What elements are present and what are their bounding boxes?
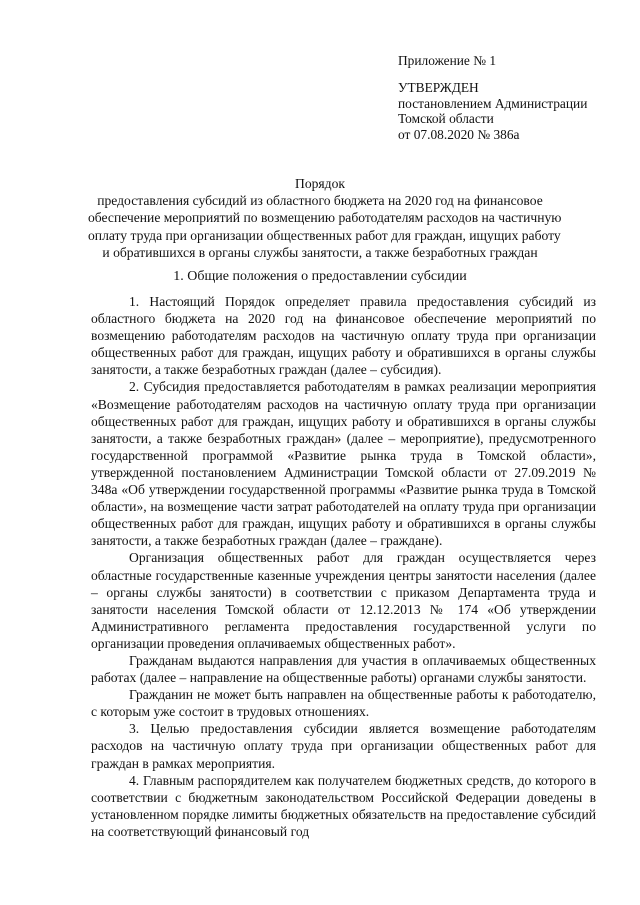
approval-line-3: от 07.08.2020 № 386а [398, 126, 520, 142]
document-title [88, 175, 562, 261]
approval-line-2: Томской области [398, 111, 494, 127]
paragraph-1: 1. Настоящий Порядок определяет правила предоставления субсидий из областного бюджета на 2020 год на финансовое обеспечение мероприятий по возмещению работодателям расходов на частичную оплату труда при организации общественных работ для граждан, ищущих работу и обратившихся в органы службы занятости, а также безработных граждан (далее – субсидия). [91, 294, 596, 378]
paragraph-7: 4. Главным распорядителем как получателем бюджетных средств, до которого в соответствии с бюджетным законодательством Российской Федерации доведены в установленном порядке лимиты бюджетных обязательств на предоставление субсидий на соответствующий финансовый год [91, 772, 596, 839]
title-line-1: предоставления субсидий из областного бюджета на 2020 год на финансовое [97, 193, 543, 209]
appendix-label: Приложение № 1 [398, 53, 497, 68]
approved-label: УТВЕРЖДЕН [398, 80, 479, 95]
paragraph-4: Гражданам выдаются направления для участия в оплачиваемых общественных работах (далее – направление на общественные работы) органами службы занятости. [91, 652, 596, 686]
title-line-3: оплату труда при организации общественных работ для граждан, ищущих работу [88, 227, 561, 243]
title-heading: Порядок [295, 176, 345, 191]
approval-block [398, 80, 587, 142]
title-line-4: и обратившихся в органы службы занятости, а также безработных граждан [102, 244, 538, 260]
document-body [91, 293, 596, 840]
section-title: 1. Общие положения о предоставлении субсидии [173, 269, 467, 284]
paragraph-5: Гражданин не может быть направлен на общественные работы к работодателю, с которым уже состоит в трудовых отношениях. [91, 687, 596, 720]
paragraph-3: Организация общественных работ для граждан осуществляется через областные государственные казенные учреждения центры занятости населения (далее – органы службы занятости) в соответствии с приказом Департамента труда и занятости населения Томской области от 12.12.2013 № 174 «Об утверждении Административного регламента предоставления государственной услуги по организации проведения оплачиваемых общественных работ». [91, 550, 596, 651]
paragraph-6: 3. Целью предоставления субсидии является возмещение работодателям расходов на частичную оплату труда при организации общественных работ для граждан в рамках мероприятия. [91, 721, 596, 771]
paragraph-2: 2. Субсидия предоставляется работодателям в рамках реализации мероприятия «Возмещение работодателям расходов на частичную оплату труда при организации общественных работ для граждан, ищущих работу и обратившихся в органы службы занятости, а также безработных граждан» (далее – мероприятие), предусмотренного государственной программой «Развитие рынка труда в Томской области», утвержденной постановлением Администрации Томской области от 27.09.2019 № 348а «Об утверждении государственной программы «Развитие рынка труда в Томской области», на возмещение части затрат работодателей на оплату труда при организации общественных работ для граждан, ищущих работу и обратившихся в органы службы занятости, а также безработных граждан (далее – граждане). [91, 379, 596, 549]
title-line-2: обеспечение мероприятий по возмещению работодателям расходов на частичную [88, 210, 562, 226]
approval-line-1: постановлением Администрации [398, 95, 588, 111]
